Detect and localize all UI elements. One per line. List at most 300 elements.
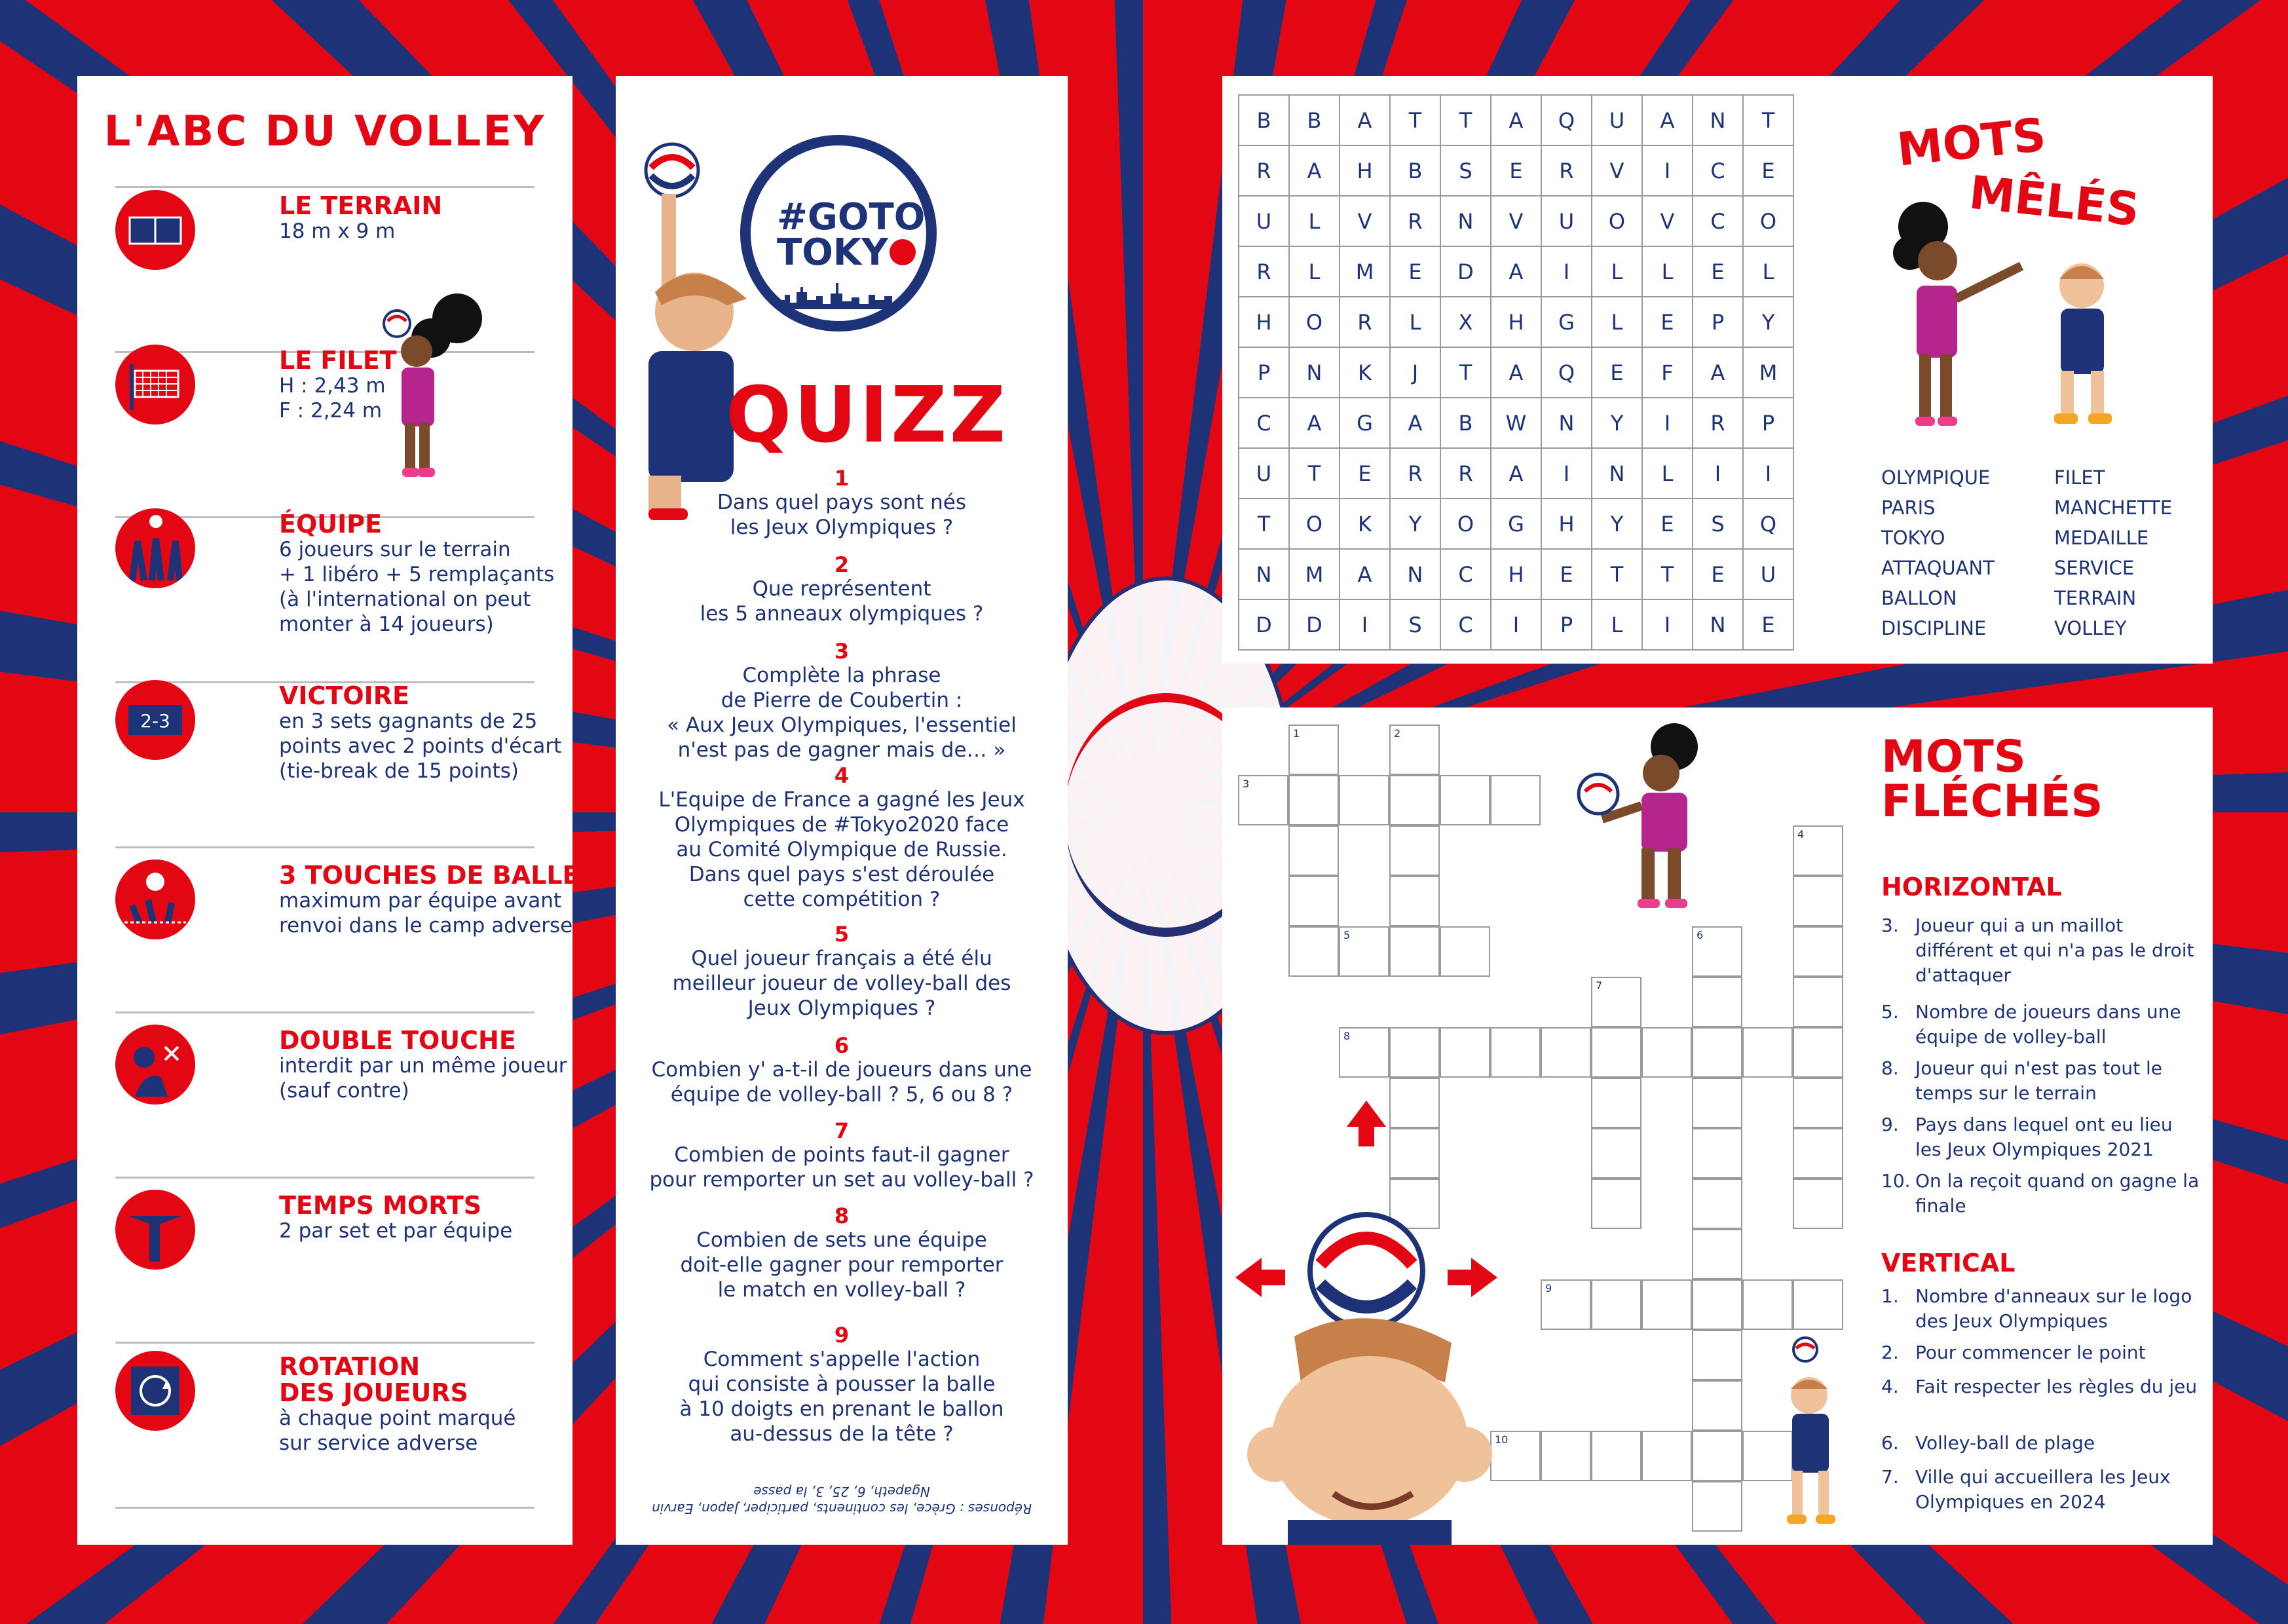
word-search-cell[interactable]: E — [1592, 348, 1643, 398]
word-search-cell[interactable]: U — [1542, 197, 1592, 247]
question-line: les Jeux Olympiques ? — [730, 516, 954, 539]
question-line: doit-elle gagner pour remporter — [680, 1253, 1003, 1277]
word-search-cell[interactable]: W — [1491, 398, 1542, 449]
word-search-cell[interactable]: R — [1693, 398, 1744, 449]
abc-item-heading: LE TERRAIN — [279, 191, 443, 220]
abc-item-line: maximum par équipe avant — [279, 889, 562, 913]
word-search-cell[interactable]: D — [1290, 600, 1340, 651]
word-search-cell[interactable]: C — [1441, 600, 1491, 651]
crossword-cell[interactable] — [1692, 1128, 1742, 1179]
word-search-cell[interactable]: S — [1441, 146, 1491, 197]
word-search-cell[interactable]: P — [1693, 297, 1744, 348]
crossword-clue — [1881, 1000, 2202, 1049]
crossword-clue — [1881, 1374, 2202, 1399]
word-search-cell[interactable]: O — [1441, 499, 1491, 550]
clue-text: Volley-ball de plage — [1915, 1432, 2095, 1454]
word-search-cell[interactable]: R — [1391, 197, 1441, 247]
mots-meles-title-line-2: MÊLÉS — [1966, 165, 2142, 237]
crossword-cell[interactable] — [1692, 1330, 1742, 1380]
crossword-cell[interactable] — [1541, 1431, 1591, 1481]
crossword-cell[interactable] — [1440, 1027, 1490, 1078]
word-search-cell[interactable]: L — [1290, 247, 1340, 297]
word-search-cell[interactable]: G — [1340, 398, 1391, 449]
word-search-cell[interactable]: V — [1491, 197, 1542, 247]
mots-fleches-title-line-2: FLÉCHÉS — [1881, 776, 2103, 827]
word-search-cell[interactable]: L — [1592, 600, 1643, 651]
word-search-cell[interactable]: C — [1441, 550, 1491, 600]
crossword-cell[interactable] — [1692, 1027, 1742, 1078]
word-list-item: MEDAILLE — [2054, 527, 2149, 549]
quiz-question — [616, 1119, 1068, 1192]
word-search-cell[interactable]: Y — [1592, 398, 1643, 449]
abc-item-heading: ÉQUIPE — [279, 510, 383, 538]
logo-line-1: #GOTO — [777, 196, 926, 238]
crossword-cell[interactable] — [1490, 1027, 1541, 1078]
crossword-cell[interactable] — [1339, 775, 1389, 825]
word-search-cell[interactable]: N — [1239, 550, 1290, 600]
question-number: 6 — [834, 1033, 850, 1058]
word-search-cell[interactable]: D — [1441, 247, 1491, 297]
word-search-cell[interactable]: T — [1290, 449, 1340, 499]
word-search-cell[interactable]: L — [1290, 197, 1340, 247]
mots-fleches-panel — [1222, 708, 2213, 1545]
question-line: cette compétition ? — [743, 888, 941, 911]
word-search-cell[interactable]: M — [1340, 247, 1391, 297]
word-search-cell[interactable]: A — [1491, 348, 1542, 398]
crossword-cell[interactable] — [1793, 1179, 1843, 1229]
crossword-cell[interactable] — [1591, 977, 1641, 1027]
abc-item-line: à chaque point marqué — [279, 1407, 516, 1430]
word-search-cell[interactable]: E — [1693, 247, 1744, 297]
word-search-cell[interactable]: E — [1643, 499, 1693, 550]
word-search-cell[interactable]: O — [1290, 297, 1340, 348]
word-list-item: PARIS — [1881, 497, 1936, 519]
mots-meles-panel — [1222, 76, 2213, 664]
abc-item-line: points avec 2 points d'écart — [279, 734, 562, 758]
question-line: au Comité Olympique de Russie. — [676, 838, 1007, 861]
word-search-cell[interactable]: G — [1491, 499, 1542, 550]
word-search-cell[interactable]: B — [1239, 96, 1290, 146]
crossword-cell-number: 5 — [1343, 929, 1351, 941]
word-search-cell[interactable]: T — [1441, 96, 1491, 146]
word-search-cell[interactable]: R — [1441, 449, 1491, 499]
crossword-cell[interactable] — [1742, 1027, 1793, 1078]
question-line: à 10 doigts en prenant le ballon — [679, 1397, 1004, 1421]
word-search-cell[interactable]: A — [1693, 348, 1744, 398]
word-search-cell[interactable]: U — [1239, 449, 1290, 499]
word-search-cell[interactable]: N — [1542, 398, 1592, 449]
question-line: Combien de sets une équipe — [696, 1228, 987, 1252]
word-search-cell[interactable]: N — [1592, 449, 1643, 499]
crossword-cell[interactable] — [1793, 1128, 1843, 1179]
quiz-question — [616, 466, 1068, 540]
word-search-cell[interactable]: I — [1643, 600, 1693, 651]
clue-number: 2. — [1881, 1342, 1899, 1363]
word-search-cell[interactable]: O — [1290, 499, 1340, 550]
word-search-cell[interactable]: C — [1693, 146, 1744, 197]
abc-item-text — [279, 193, 442, 244]
word-search-cell[interactable]: A — [1391, 398, 1441, 449]
crossword-cell[interactable] — [1692, 1279, 1742, 1330]
word-search-cell[interactable]: H — [1491, 550, 1542, 600]
word-search-cell[interactable]: T — [1441, 348, 1491, 398]
quiz-panel — [616, 76, 1068, 1545]
word-search-cell[interactable]: G — [1542, 297, 1592, 348]
word-list-col-1 — [1881, 463, 1995, 643]
clue-text: Ville qui accueillera les Jeux Olympiques en 2024 — [1915, 1466, 2171, 1513]
word-search-cell[interactable]: I — [1643, 398, 1693, 449]
quiz-question — [616, 1034, 1068, 1107]
word-search-cell[interactable]: E — [1643, 297, 1693, 348]
word-search-cell[interactable]: N — [1693, 600, 1744, 651]
clue-number: 6. — [1881, 1432, 1899, 1454]
word-search-cell[interactable]: E — [1542, 550, 1592, 600]
word-search-cell[interactable]: C — [1693, 197, 1744, 247]
crossword-cell[interactable] — [1389, 825, 1440, 876]
crossword-cell[interactable] — [1692, 1078, 1742, 1128]
question-line: Dans quel pays sont nés — [717, 491, 967, 514]
crossword-cell[interactable] — [1641, 1279, 1692, 1330]
word-search-cell[interactable]: A — [1643, 96, 1693, 146]
word-search-cell[interactable]: T — [1391, 96, 1441, 146]
crossword-cell[interactable] — [1793, 926, 1843, 977]
crossword-cell[interactable] — [1692, 1229, 1742, 1279]
word-search-cell[interactable]: V — [1643, 197, 1693, 247]
word-search-cell[interactable]: A — [1340, 550, 1391, 600]
word-search-cell[interactable]: E — [1491, 146, 1542, 197]
question-line: Olympiques de #Tokyo2020 face — [674, 813, 1009, 837]
word-list-item: BALLON — [1881, 587, 1957, 609]
word-search-cell[interactable]: M — [1290, 550, 1340, 600]
crossword-cell[interactable] — [1692, 1179, 1742, 1229]
abc-item-text — [279, 511, 554, 637]
abc-item-line: 6 joueurs sur le terrain — [279, 538, 511, 561]
word-search-cell[interactable]: Q — [1744, 499, 1794, 550]
crossword-cell[interactable] — [1591, 1279, 1641, 1330]
abc-item-line: F : 2,24 m — [279, 399, 383, 423]
question-line: Jeux Olympiques ? — [747, 996, 936, 1020]
timeout-icon — [115, 1190, 195, 1270]
word-search-cell[interactable]: R — [1391, 449, 1441, 499]
word-search-cell[interactable]: Y — [1744, 297, 1794, 348]
abc-item-line: sur service adverse — [279, 1431, 478, 1455]
word-search-cell[interactable]: H — [1239, 297, 1290, 348]
word-search-cell[interactable]: H — [1340, 146, 1391, 197]
crossword-clue — [1881, 1465, 2202, 1515]
goto-tokyo-logo — [740, 135, 937, 331]
abc-du-volley-panel — [77, 76, 580, 1545]
word-search-cell[interactable]: I — [1491, 600, 1542, 651]
word-list-item: VOLLEY — [2054, 617, 2127, 639]
clue-text: Nombre d'anneaux sur le logo des Jeux Olympiques — [1915, 1285, 2192, 1332]
quiz-question — [616, 922, 1068, 1021]
quiz-question — [616, 1323, 1068, 1446]
crossword-cell[interactable] — [1339, 1027, 1389, 1078]
word-search-cell[interactable]: L — [1592, 247, 1643, 297]
word-search-cell[interactable]: M — [1744, 348, 1794, 398]
abc-divider — [115, 1011, 534, 1013]
word-search-cell[interactable]: K — [1340, 499, 1391, 550]
abc-title: L'ABC DU VOLLEY — [103, 107, 546, 156]
abc-item-heading: ROTATION — [279, 1352, 421, 1381]
word-search-cell[interactable]: V — [1340, 197, 1391, 247]
abc-divider — [115, 186, 534, 188]
crossword-cell[interactable] — [1793, 876, 1843, 926]
word-search-cell[interactable]: C — [1239, 398, 1290, 449]
clue-number: 9. — [1881, 1114, 1899, 1135]
word-search-cell[interactable]: E — [1340, 449, 1391, 499]
word-search-cell[interactable]: K — [1340, 348, 1391, 398]
word-search-cell[interactable]: H — [1542, 499, 1592, 550]
crossword-clue — [1881, 1112, 2202, 1162]
crossword-cell[interactable] — [1591, 1179, 1641, 1229]
crossword-cell[interactable] — [1742, 1279, 1793, 1330]
word-search-cell[interactable]: I — [1643, 146, 1693, 197]
abc-item-heading: TEMPS MORTS — [279, 1191, 482, 1220]
crossword-cell[interactable] — [1389, 926, 1440, 977]
word-search-cell[interactable]: Q — [1542, 348, 1592, 398]
crossword-cell[interactable] — [1692, 1380, 1742, 1431]
word-search-cell[interactable]: J — [1391, 348, 1441, 398]
crossword-cell[interactable] — [1591, 1078, 1641, 1128]
logo-red-dot — [890, 239, 916, 265]
word-search-cell[interactable]: P — [1542, 600, 1592, 651]
word-search-cell[interactable]: S — [1391, 600, 1441, 651]
word-search-cell[interactable]: R — [1239, 247, 1290, 297]
word-search-cell[interactable]: U — [1744, 550, 1794, 600]
quiz-answers — [616, 1483, 1068, 1517]
vertical-heading: VERTICAL — [1881, 1249, 2016, 1277]
word-search-cell[interactable]: A — [1491, 247, 1542, 297]
crossword-cell-number: 10 — [1495, 1433, 1509, 1446]
word-list-col-2 — [2054, 463, 2172, 643]
word-search-cell[interactable]: P — [1744, 398, 1794, 449]
word-search-cell[interactable]: A — [1340, 96, 1391, 146]
word-search-cell[interactable]: B — [1290, 96, 1340, 146]
word-search-cell[interactable]: O — [1592, 197, 1643, 247]
word-search-cell[interactable]: E — [1744, 600, 1794, 651]
abc-divider — [115, 1507, 534, 1509]
abc-item-heading: VICTOIRE — [279, 681, 410, 710]
clue-text: Joueur qui n'est pas tout le temps sur le terrain — [1915, 1057, 2163, 1104]
question-number: 7 — [834, 1118, 850, 1143]
crossword-cell[interactable] — [1641, 1027, 1692, 1078]
word-search-cell[interactable]: A — [1491, 96, 1542, 146]
abc-item-line: (tie-break de 15 points) — [279, 759, 519, 783]
question-number: 4 — [834, 763, 850, 788]
crossword-cell[interactable] — [1288, 926, 1339, 977]
word-search-cell[interactable]: I — [1542, 449, 1592, 499]
word-search-cell[interactable]: Y — [1391, 499, 1441, 550]
question-number: 8 — [834, 1203, 850, 1228]
word-search-cell[interactable]: N — [1290, 348, 1340, 398]
word-search-cell[interactable]: I — [1693, 449, 1744, 499]
abc-item-heading: DES JOUEURS — [279, 1378, 468, 1407]
word-search-cell[interactable]: N — [1391, 550, 1441, 600]
logo-line-2: TOKY — [777, 231, 888, 274]
word-search-cell[interactable]: B — [1441, 398, 1491, 449]
word-list-item: OLYMPIQUE — [1881, 466, 1991, 489]
word-search-cell[interactable]: U — [1592, 96, 1643, 146]
question-number: 1 — [834, 466, 850, 491]
crossword-cell[interactable] — [1490, 1431, 1541, 1481]
abc-item-line: (à l'international on peut — [279, 588, 531, 611]
quiz-question — [616, 553, 1068, 626]
crossword-cell[interactable] — [1793, 1078, 1843, 1128]
word-search-cell[interactable]: H — [1491, 297, 1542, 348]
quiz-question — [616, 1204, 1068, 1302]
crossword-cell-number: 8 — [1343, 1030, 1351, 1042]
word-search-cell[interactable]: R — [1542, 146, 1592, 197]
abc-item-heading: DOUBLE TOUCHE — [279, 1026, 516, 1055]
word-search-cell[interactable]: T — [1592, 550, 1643, 600]
crossword-cell[interactable] — [1238, 775, 1288, 825]
word-search-cell[interactable]: Q — [1542, 96, 1592, 146]
crossword-cell[interactable] — [1793, 977, 1843, 1027]
word-search-cell[interactable]: L — [1592, 297, 1643, 348]
word-search-cell[interactable]: V — [1592, 146, 1643, 197]
crossword-cell[interactable] — [1389, 725, 1440, 775]
word-search-cell[interactable]: X — [1441, 297, 1491, 348]
word-list-item: TOKYO — [1881, 527, 1945, 549]
crossword-cell[interactable] — [1793, 825, 1843, 876]
question-line: qui consiste à pousser la balle — [688, 1372, 996, 1396]
crossword-cell-number: 7 — [1596, 979, 1603, 992]
clue-text: On la reçoit quand on gagne la finale — [1915, 1170, 2200, 1217]
crossword-cell[interactable] — [1692, 977, 1742, 1027]
word-search-cell[interactable]: F — [1643, 348, 1693, 398]
question-line: Comment s'appelle l'action — [703, 1348, 981, 1371]
word-list-item: FILET — [2054, 466, 2105, 489]
word-search-cell[interactable]: R — [1239, 146, 1290, 197]
abc-item-text — [279, 1027, 567, 1103]
clue-number: 8. — [1881, 1057, 1899, 1079]
crossword-cell[interactable] — [1288, 725, 1339, 775]
word-search-cell[interactable]: A — [1491, 449, 1542, 499]
word-list-item: DISCIPLINE — [1881, 617, 1987, 639]
crossword-cell[interactable] — [1541, 1279, 1591, 1330]
girl-bump-illustration — [1576, 721, 1733, 917]
abc-item-text — [279, 683, 561, 784]
crossword-cell[interactable] — [1793, 1279, 1843, 1330]
word-search-cell[interactable]: A — [1290, 398, 1340, 449]
crossword-cell[interactable] — [1591, 1431, 1641, 1481]
abc-divider — [115, 1342, 534, 1344]
clue-text: Fait respecter les règles du jeu — [1915, 1376, 2198, 1397]
question-line: Que représentent — [752, 577, 931, 601]
crossword-cell[interactable] — [1692, 1481, 1742, 1532]
word-search-cell[interactable]: T — [1239, 499, 1290, 550]
crossword-cell-number: 9 — [1545, 1282, 1552, 1294]
word-list-item: TERRAIN — [2054, 587, 2137, 609]
abc-item-line: + 1 libéro + 5 remplaçants — [279, 563, 555, 586]
clue-text: Pays dans lequel ont eu lieu les Jeux Olympiques 2021 — [1915, 1114, 2173, 1160]
crossword-cell[interactable] — [1541, 1027, 1591, 1078]
clue-text: Nombre de joueurs dans une équipe de volley-ball — [1915, 1001, 2181, 1048]
crossword-cell-number: 2 — [1394, 727, 1401, 740]
word-search-cell[interactable]: E — [1744, 146, 1794, 197]
abc-item-line: interdit par un même joueur — [279, 1054, 567, 1078]
crossword-cell[interactable] — [1641, 1431, 1692, 1481]
word-search-cell[interactable]: I — [1340, 600, 1391, 651]
word-search-cell[interactable]: O — [1744, 197, 1794, 247]
question-line: n'est pas de gagner mais de… » — [677, 738, 1006, 762]
question-line: le match en volley-ball ? — [717, 1278, 966, 1302]
crossword-cell[interactable] — [1339, 926, 1389, 977]
word-search-cell[interactable]: N — [1441, 197, 1491, 247]
crossword-cell[interactable] — [1591, 1128, 1641, 1179]
word-search-cell[interactable]: L — [1643, 247, 1693, 297]
clue-text: Joueur qui a un maillot différent et qui n'a pas le droit d'attaquer — [1915, 915, 2194, 986]
question-line: équipe de volley-ball ? 5, 6 ou 8 ? — [670, 1083, 1013, 1106]
crossword-cell[interactable] — [1692, 1431, 1742, 1481]
word-search-cell[interactable]: L — [1744, 247, 1794, 297]
abc-item-line: monter à 14 joueurs) — [279, 613, 494, 636]
crossword-cell[interactable] — [1440, 926, 1490, 977]
word-search-cell[interactable]: L — [1643, 449, 1693, 499]
word-search-cell[interactable]: I — [1542, 247, 1592, 297]
girl-player-illustration — [379, 292, 510, 489]
question-line: pour remporter un set au volley-ball ? — [649, 1168, 1034, 1192]
question-line: Combien y' a-t-il de joueurs dans une — [651, 1058, 1032, 1082]
crossword-cell-number: 4 — [1797, 828, 1805, 840]
word-search-cell[interactable]: E — [1693, 550, 1744, 600]
abc-item-heading: 3 TOUCHES DE BALLE — [279, 861, 580, 890]
word-search-cell[interactable]: T — [1643, 550, 1693, 600]
crossword-clue — [1881, 1340, 2202, 1365]
crossword-cell[interactable] — [1389, 876, 1440, 926]
word-search-cell[interactable]: B — [1391, 146, 1441, 197]
word-search-cell[interactable]: U — [1239, 197, 1290, 247]
boy-ball-on-head-illustration — [1235, 1101, 1497, 1545]
word-search-cell[interactable]: D — [1239, 600, 1290, 651]
word-search-cell[interactable]: T — [1744, 96, 1794, 146]
crossword-cell[interactable] — [1490, 775, 1541, 825]
word-search-cell[interactable]: S — [1693, 499, 1744, 550]
question-number: 3 — [834, 639, 850, 664]
word-search-cell[interactable]: N — [1693, 96, 1744, 146]
word-search-cell[interactable]: E — [1391, 247, 1441, 297]
double-touch-icon — [115, 1025, 195, 1105]
abc-item-line: renvoi dans le camp adverse — [279, 914, 573, 937]
abc-divider — [115, 846, 534, 848]
small-boy-illustration — [1772, 1336, 1845, 1533]
clue-number: 5. — [1881, 1001, 1899, 1023]
word-search-cell[interactable]: I — [1744, 449, 1794, 499]
crossword-cell[interactable] — [1389, 1027, 1440, 1078]
crossword-cell[interactable] — [1440, 775, 1490, 825]
crossword-cell[interactable] — [1288, 775, 1339, 825]
word-search-cell[interactable]: Y — [1592, 499, 1643, 550]
clue-number: 3. — [1881, 915, 1899, 936]
word-search-cell[interactable]: A — [1290, 146, 1340, 197]
crossword-cell[interactable] — [1288, 876, 1339, 926]
word-search-cell[interactable]: P — [1239, 348, 1290, 398]
crossword-cell[interactable] — [1389, 775, 1440, 825]
word-search-cell[interactable]: R — [1340, 297, 1391, 348]
word-list-item: ATTAQUANT — [1881, 557, 1995, 579]
quiz-title: QUIZZ — [726, 369, 1009, 460]
crossword-cell[interactable] — [1591, 1027, 1641, 1078]
crossword-cell[interactable] — [1793, 1027, 1843, 1078]
word-search-cell[interactable]: L — [1391, 297, 1441, 348]
crossword-cell[interactable] — [1288, 825, 1339, 876]
crossword-cell[interactable] — [1692, 926, 1742, 977]
court-icon — [115, 190, 195, 270]
players-illustration — [1877, 187, 2152, 449]
abc-item-line: H : 2,43 m — [279, 374, 386, 398]
question-line: Complète la phrase — [742, 664, 941, 687]
